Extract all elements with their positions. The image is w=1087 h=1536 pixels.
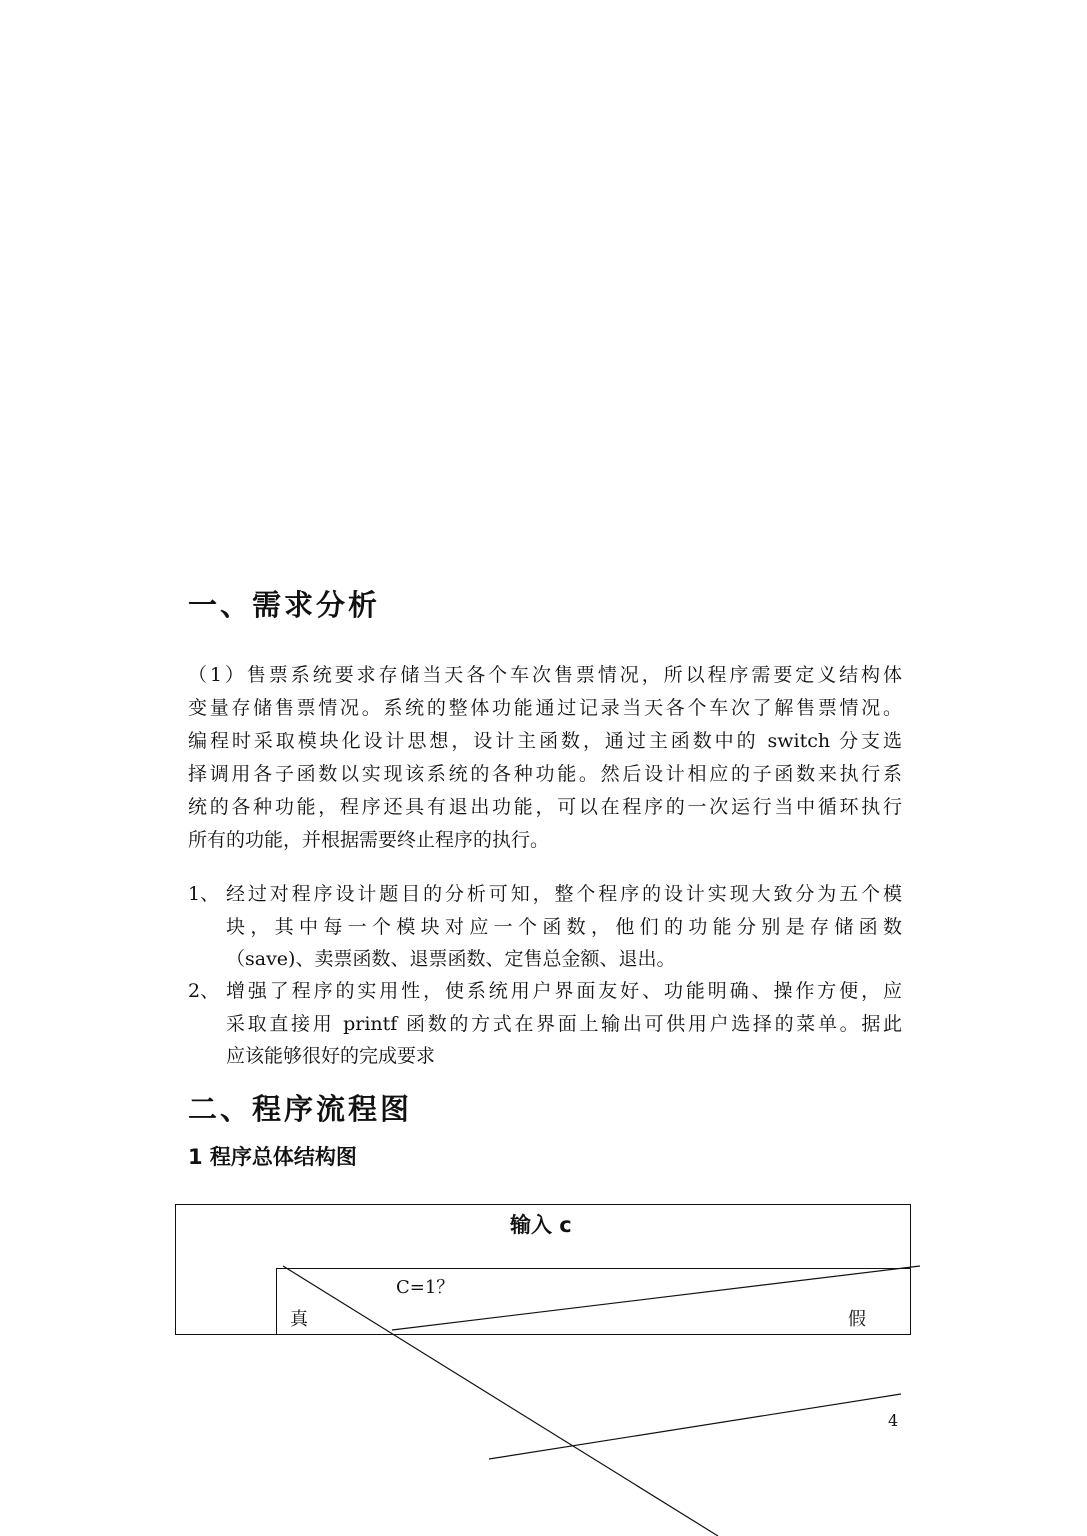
flowchart-input-label: 输入 c xyxy=(510,1213,572,1237)
list-item-line: （save)、卖票函数、退票函数、定售总金额、退出。 xyxy=(226,948,676,970)
list-item-number: 2、 xyxy=(188,980,220,1002)
flowchart-false-label: 假 xyxy=(848,1309,866,1330)
diagonal-line xyxy=(392,1266,920,1330)
paragraph-line: （1）售票系统要求存储当天各个车次售票情况，所以程序需要定义结构体 xyxy=(188,664,902,686)
list-item-line: 采取直接用 printf 函数的方式在界面上输出可供用户选择的菜单。据此 xyxy=(226,1012,902,1035)
list-item-line: 应该能够很好的完成要求 xyxy=(226,1045,436,1067)
paragraph-line: 统的各种功能，程序还具有退出功能，可以在程序的一次运行当中循环执行 xyxy=(188,796,902,818)
paragraph-line: 变量存储售票情况。系统的整体功能通过记录当天各个车次了解售票情况。 xyxy=(188,697,902,719)
flowchart-condition-label: C=1？ xyxy=(396,1277,455,1298)
list-item-line: 块，其中每一个模块对应一个函数，他们的功能分别是存储函数 xyxy=(226,915,902,938)
section-heading-requirements: 一、需求分析 xyxy=(188,588,381,622)
diagonal-line xyxy=(283,1266,718,1536)
paragraph-line: 择调用各子函数以实现该系统的各种功能。然后设计相应的子函数来执行系 xyxy=(188,763,902,785)
paragraph-line: 编程时采取模块化设计思想，设计主函数，通过主函数中的 switch 分支选 xyxy=(188,730,902,752)
list-item-number: 1、 xyxy=(188,883,220,905)
page-number: 4 xyxy=(888,1411,899,1430)
flowchart-true-label: 真 xyxy=(290,1309,308,1330)
list-item-line: 经过对程序设计题目的分析可知，整个程序的设计实现大致分为五个模 xyxy=(226,883,902,905)
section-heading-flowchart: 二、程序流程图 xyxy=(188,1092,413,1126)
diagonal-line xyxy=(489,1394,901,1459)
subsection-heading: 1 程序总体结构图 xyxy=(188,1145,357,1169)
list-item-line: 增强了程序的实用性，使系统用户界面友好、功能明确、操作方便，应 xyxy=(226,980,902,1002)
paragraph-line: 所有的功能，并根据需要终止程序的执行。 xyxy=(188,829,550,851)
